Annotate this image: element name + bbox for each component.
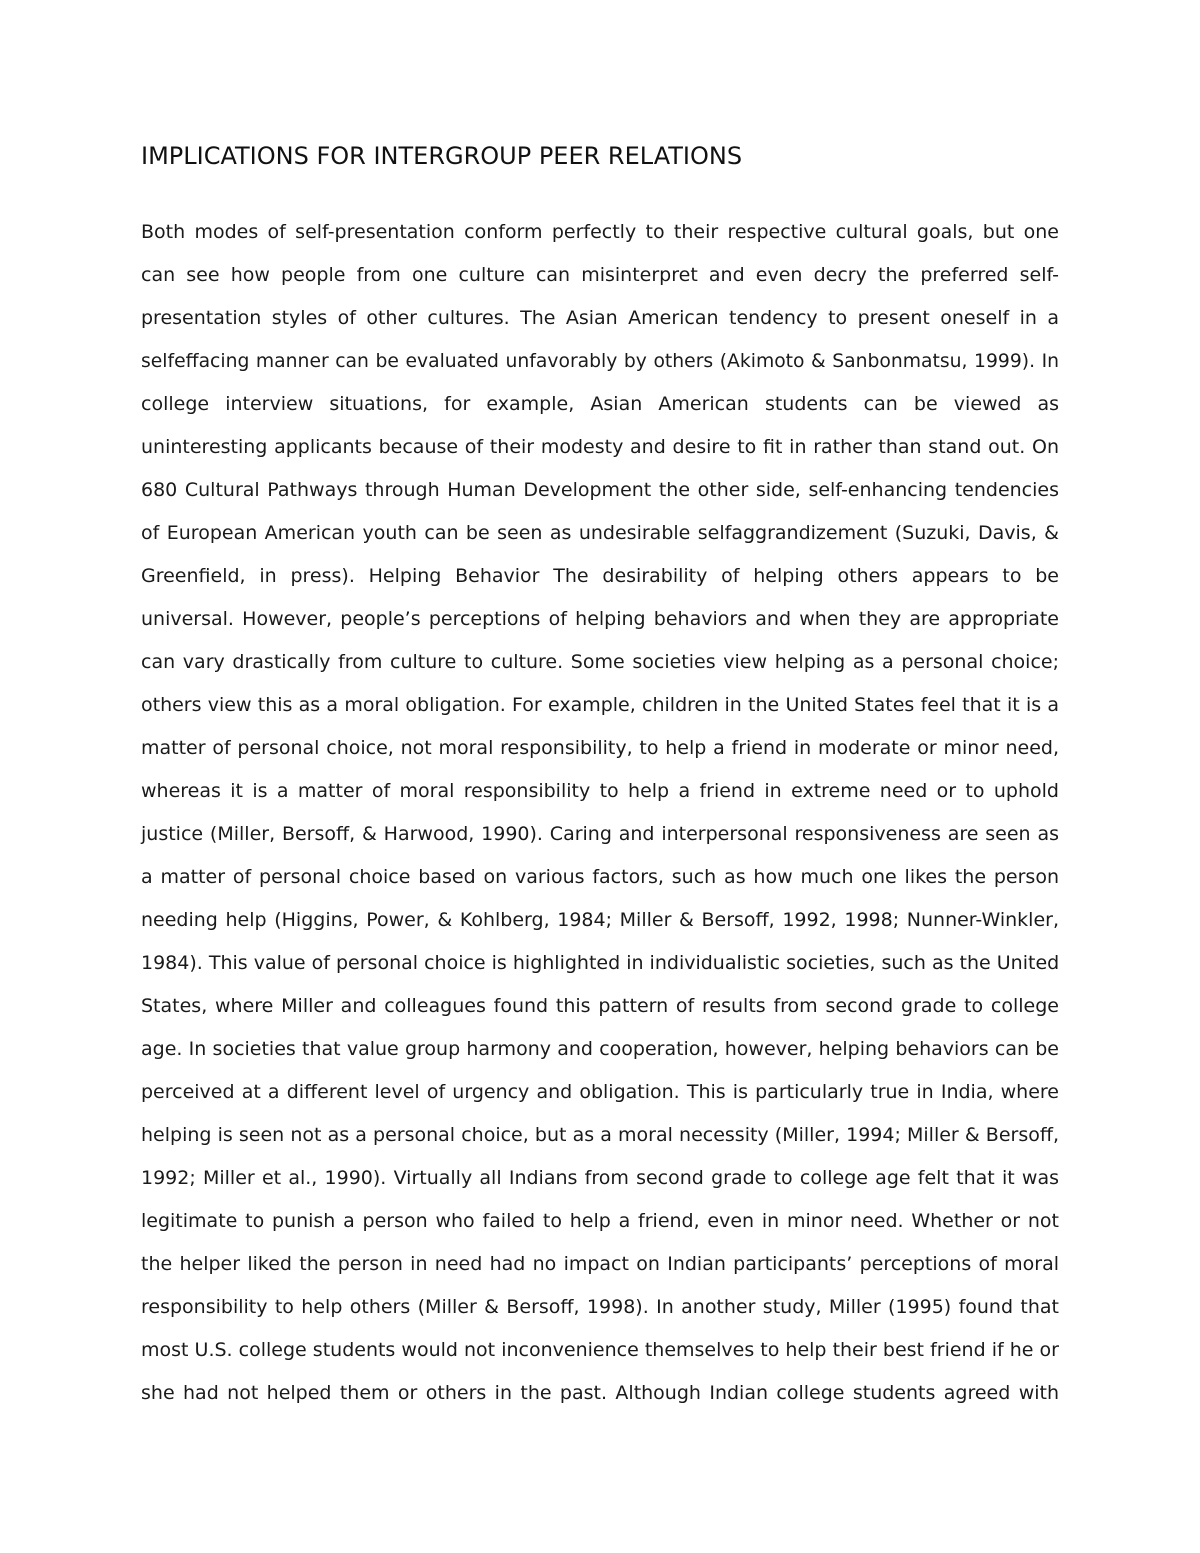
text-line: needing help (Higgins, Power, & Kohlberg, 1984; Miller & Bersoff, 1992, 1998; Nunner-Winkler, [141, 909, 1059, 931]
body-paragraph [141, 211, 1059, 1415]
text-line: whereas it is a matter of moral responsibility to help a friend in extreme need or to uphold [141, 780, 1059, 802]
text-line: 1984). This value of personal choice is highlighted in individualistic societies, such as the United [141, 952, 1060, 974]
text-line: can see how people from one culture can misinterpret and even decry the preferred self- [141, 264, 1059, 286]
section-heading: IMPLICATIONS FOR INTERGROUP PEER RELATIONS [141, 142, 743, 170]
text-line: others view this as a moral obligation. For example, children in the United States feel that it is a [141, 694, 1059, 716]
text-line: perceived at a different level of urgency and obligation. This is particularly true in India, where [141, 1081, 1059, 1103]
text-line: 1992; Miller et al., 1990). Virtually all Indians from second grade to college age felt that it was [141, 1167, 1059, 1189]
text-line: 680 Cultural Pathways through Human Development the other side, self-enhancing tendencies [141, 479, 1059, 501]
text-line: universal. However, people’s perceptions of helping behaviors and when they are appropriate [141, 608, 1059, 630]
text-line: presentation styles of other cultures. The Asian American tendency to present oneself in a [141, 307, 1059, 329]
text-line: Both modes of self-presentation conform perfectly to their respective cultural goals, but one [141, 221, 1059, 243]
text-line: helping is seen not as a personal choice, but as a moral necessity (Miller, 1994; Miller & Bersoff, [141, 1124, 1059, 1146]
text-line: a matter of personal choice based on various factors, such as how much one likes the person [141, 866, 1059, 888]
text-line: she had not helped them or others in the past. Although Indian college students agreed with [141, 1382, 1059, 1404]
text-line: selfeffacing manner can be evaluated unfavorably by others (Akimoto & Sanbonmatsu, 1999). In [141, 351, 1059, 372]
text-line: the helper liked the person in need had no impact on Indian participants’ perceptions of moral [141, 1253, 1059, 1275]
text-line: States, where Miller and colleagues found this pattern of results from second grade to college [141, 995, 1059, 1017]
text-line: college interview situations, for example, Asian American students can be viewed as [141, 393, 1059, 415]
text-line: can vary drastically from culture to culture. Some societies view helping as a personal choice; [141, 651, 1059, 673]
text-line: uninteresting applicants because of their modesty and desire to fit in rather than stand out. On [141, 436, 1059, 458]
text-line: legitimate to punish a person who failed to help a friend, even in minor need. Whether or not [141, 1210, 1059, 1232]
text-line: justice (Miller, Bersoff, & Harwood, 1990). Caring and interpersonal responsiveness are seen as [141, 823, 1059, 845]
text-line: most U.S. college students would not inconvenience themselves to help their best friend if he or [141, 1339, 1059, 1361]
text-line: matter of personal choice, not moral responsibility, to help a friend in moderate or minor need, [141, 737, 1059, 759]
text-line: age. In societies that value group harmony and cooperation, however, helping behaviors can be [141, 1038, 1059, 1060]
text-line: Greenfield, in press). Helping Behavior The desirability of helping others appears to be [141, 565, 1059, 587]
text-line: responsibility to help others (Miller & Bersoff, 1998). In another study, Miller (1995) found that [141, 1296, 1059, 1318]
text-line: of European American youth can be seen as undesirable selfaggrandizement (Suzuki, Davis, & [141, 522, 1059, 544]
